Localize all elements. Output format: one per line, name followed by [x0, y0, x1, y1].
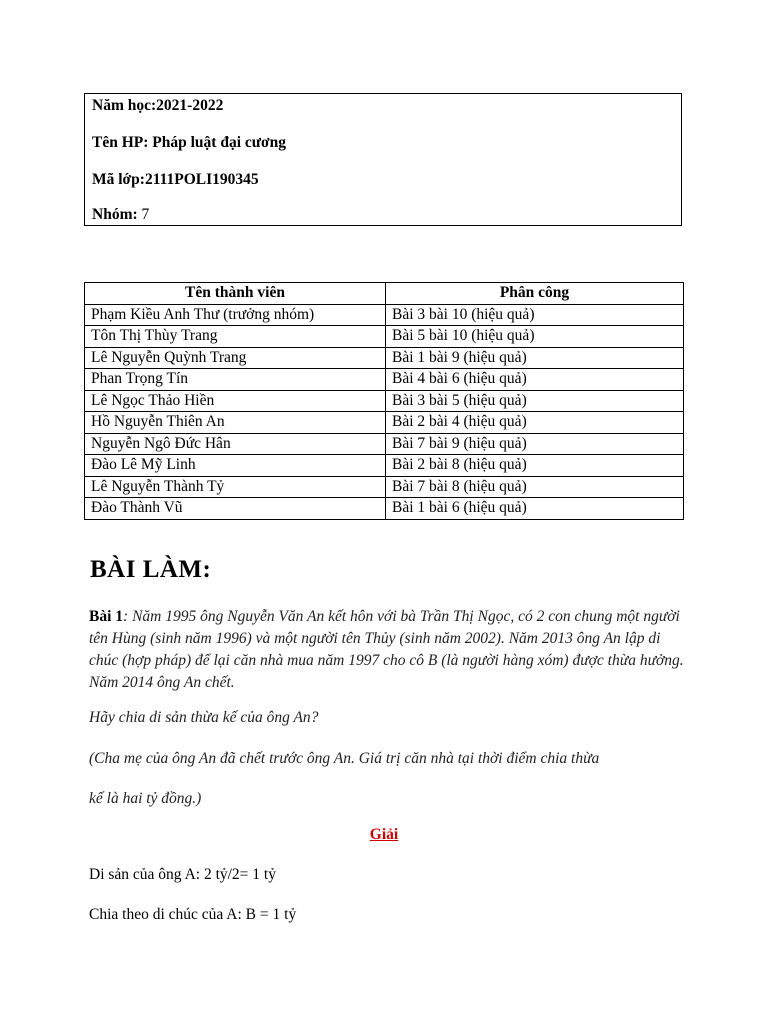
table-row	[85, 455, 684, 477]
assignment-cell: Bài 2 bài 8 (hiệu quả)	[386, 455, 684, 477]
table-row	[85, 369, 684, 391]
member-name-cell: Lê Nguyễn Thành Tỷ	[85, 476, 386, 498]
table-header-row	[85, 283, 684, 305]
assignment-cell: Bài 3 bài 10 (hiệu quả)	[386, 304, 684, 326]
table-row	[85, 412, 684, 434]
group-line	[92, 206, 149, 224]
course-name-line	[92, 134, 286, 152]
member-name-cell: Nguyễn Ngô Đức Hân	[85, 433, 386, 455]
member-name-cell: Tôn Thị Thùy Trang	[85, 326, 386, 348]
assignment-cell: Bài 1 bài 9 (hiệu quả)	[386, 347, 684, 369]
table-row	[85, 304, 684, 326]
member-name-cell: Phạm Kiều Anh Thư (trưởng nhóm)	[85, 304, 386, 326]
section-heading: BÀI LÀM:	[90, 556, 212, 583]
class-code-line	[92, 171, 259, 189]
header-member-name: Tên thành viên	[85, 283, 386, 305]
school-year-label: Năm học:	[92, 97, 157, 114]
exercise-paragraph	[89, 606, 689, 694]
assignment-cell: Bài 7 bài 9 (hiệu quả)	[386, 433, 684, 455]
member-name-cell: Hồ Nguyễn Thiên An	[85, 412, 386, 434]
assignment-cell: Bài 3 bài 5 (hiệu quả)	[386, 390, 684, 412]
group-value: 7	[141, 206, 150, 223]
school-year-value: 2021-2022	[156, 97, 224, 114]
course-label: Tên HP:	[92, 134, 149, 151]
course-value: Pháp luật đại cương	[152, 134, 287, 151]
table-row	[85, 390, 684, 412]
assignment-cell: Bài 2 bài 4 (hiệu quả)	[386, 412, 684, 434]
group-label: Nhóm:	[92, 206, 138, 223]
assignment-cell: Bài 1 bài 6 (hiệu quả)	[386, 498, 684, 520]
member-name-cell: Lê Nguyễn Quỳnh Trang	[85, 347, 386, 369]
member-name-cell: Phan Trọng Tín	[85, 369, 386, 391]
solution-line-2: Chia theo di chúc của A: B = 1 tỷ	[89, 906, 297, 923]
member-name-cell: Đào Lê Mỹ Linh	[85, 455, 386, 477]
exercise-label: Bài 1	[89, 608, 124, 625]
member-name-cell: Đào Thành Vũ	[85, 498, 386, 520]
exercise-note-line2: kế là hai tỷ đồng.)	[89, 790, 202, 807]
exercise-note-line1: (Cha mẹ của ông An đã chết trước ông An. Giá trị căn nhà tại thời điểm chia thừa	[89, 750, 600, 767]
school-year-line	[92, 97, 223, 115]
table-row	[85, 476, 684, 498]
exercise-question: Hãy chia di sản thừa kế của ông An?	[89, 709, 319, 726]
member-name-cell: Lê Ngọc Thảo Hiền	[85, 390, 386, 412]
table-row	[85, 326, 684, 348]
assignment-cell: Bài 5 bài 10 (hiệu quả)	[386, 326, 684, 348]
assignment-cell: Bài 7 bài 8 (hiệu quả)	[386, 476, 684, 498]
table-row	[85, 347, 684, 369]
table-row	[85, 498, 684, 520]
member-assignment-table	[84, 282, 684, 520]
solution-line-1: Di sản của ông A: 2 tỷ/2= 1 tỷ	[89, 866, 276, 883]
class-code-label: Mã lớp:	[92, 171, 145, 188]
course-info-box	[84, 93, 682, 226]
assignment-cell: Bài 4 bài 6 (hiệu quả)	[386, 369, 684, 391]
class-code-value: 2111POLI190345	[144, 171, 259, 188]
header-assignment: Phân công	[386, 283, 684, 305]
table-row	[85, 433, 684, 455]
exercise-text: : Năm 1995 ông Nguyễn Văn An kết hôn với bà Trần Thị Ngọc, có 2 con chung một người tên Hùng (sinh năm 1996) và một người tên Thủy (sinh năm 2002). Năm 2013 ông An lập di chúc (hợp pháp) để lại căn nhà mua năm 1997 cho cô B (là người hàng xóm) được thừa hưởng. Năm 2014 ông An chết.	[89, 608, 684, 691]
solution-title: Giải	[369, 826, 399, 843]
